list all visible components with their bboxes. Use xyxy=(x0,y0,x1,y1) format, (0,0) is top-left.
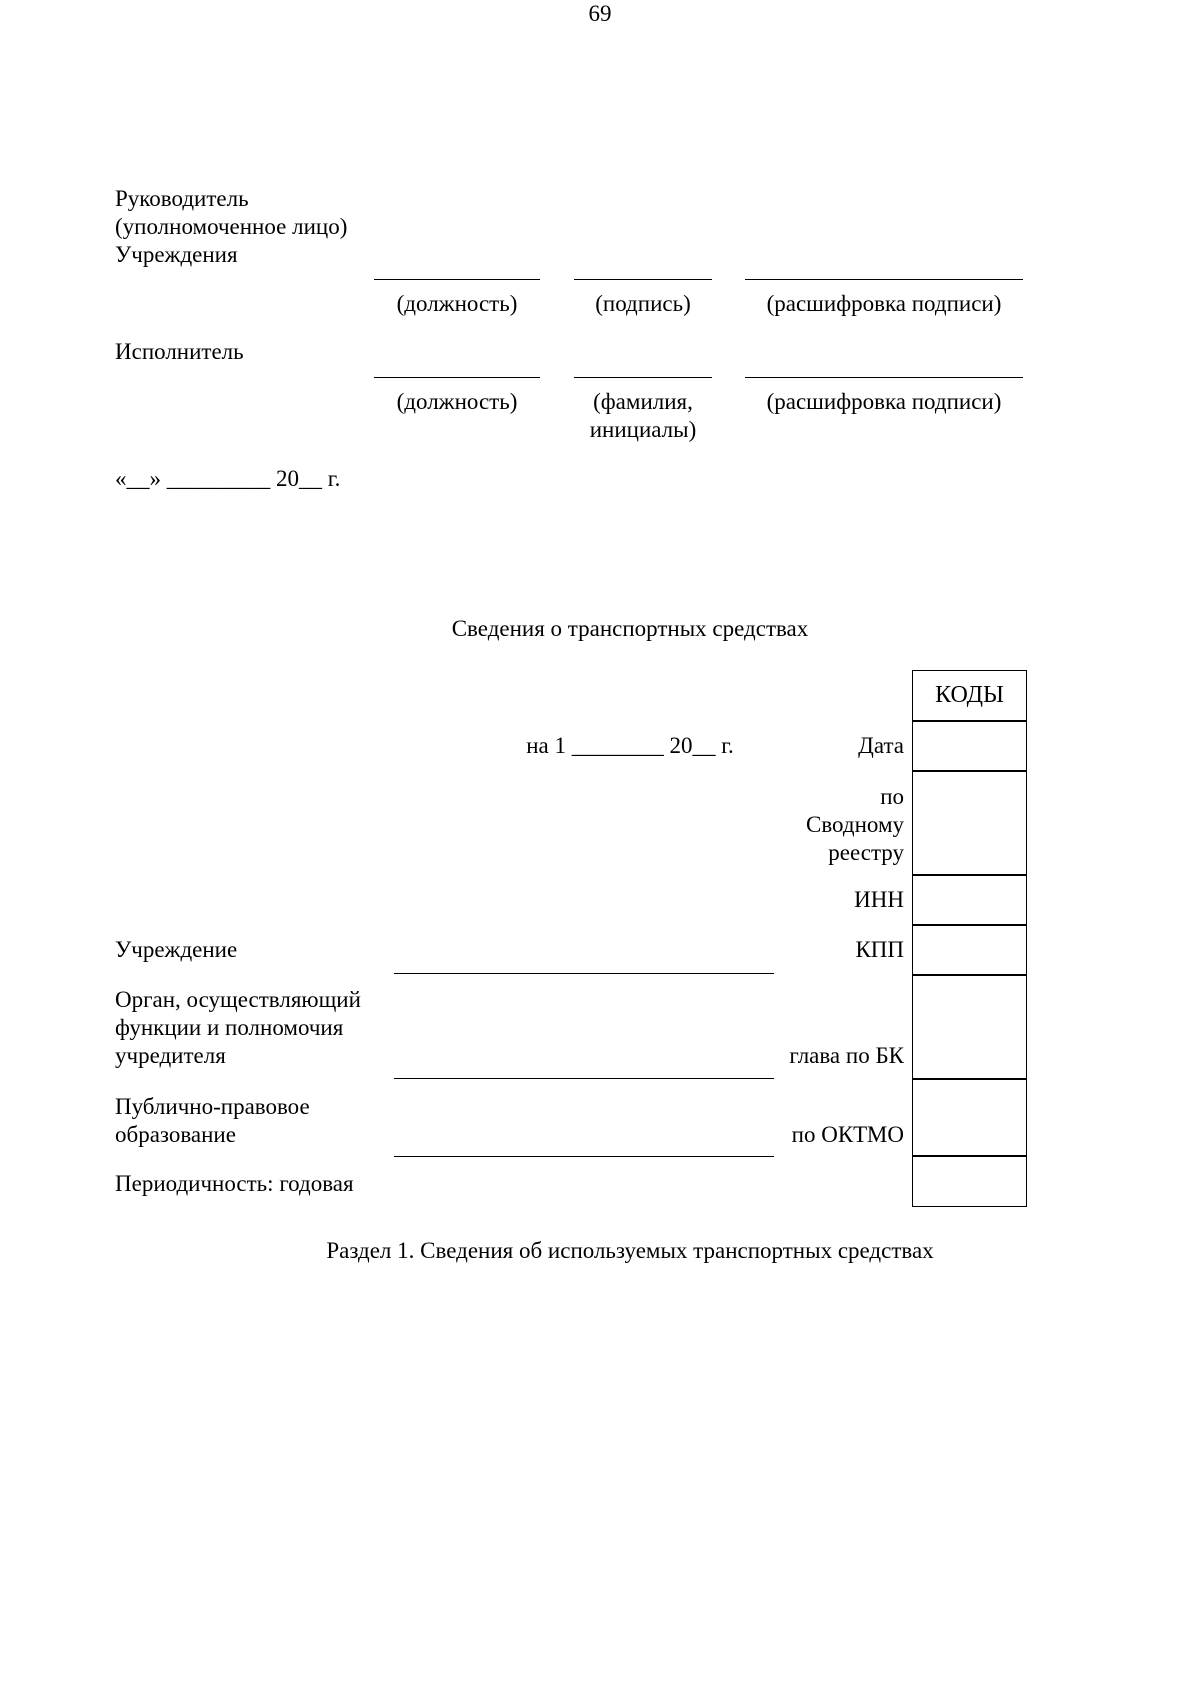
head-label-line-2: (уполномоченное лицо) xyxy=(115,214,348,239)
code-cell-bk xyxy=(912,974,1027,1080)
head-caption-position: (должность) xyxy=(396,291,518,316)
field-founder-line-2: функции и полномочия xyxy=(115,1015,344,1040)
head-decryption-line xyxy=(745,279,1023,280)
code-label-svod-line-3: реестру xyxy=(828,840,904,865)
code-label-inn: ИНН xyxy=(854,887,904,912)
code-label-oktmo: по ОКТМО xyxy=(791,1122,904,1147)
executor-position-line xyxy=(374,377,540,378)
head-caption-decryption: (расшифровка подписи) xyxy=(766,291,1002,316)
code-label-bk: глава по БК xyxy=(789,1043,904,1068)
page-number: 69 xyxy=(588,1,612,26)
code-label-svod-line-1: по xyxy=(880,784,904,809)
code-cell-kpp xyxy=(912,924,1027,976)
code-label-kpp: КПП xyxy=(855,937,904,962)
code-cell-oktmo xyxy=(912,1078,1027,1157)
form-date-line: на 1 ________ 20__ г. xyxy=(526,733,734,758)
form-title: Сведения о транспортных средствах xyxy=(451,616,809,641)
field-institution-line xyxy=(394,973,774,974)
code-cell-inn xyxy=(912,874,1027,926)
codes-header: КОДЫ xyxy=(935,682,1004,708)
code-cell-svod xyxy=(912,770,1027,876)
field-public-line-2: образование xyxy=(115,1122,236,1147)
executor-caption-name-line-1: (фамилия, xyxy=(593,389,693,414)
codes-header-cell xyxy=(912,670,1027,722)
section-title: Раздел 1. Сведения об используемых транспортных средствах xyxy=(326,1238,934,1263)
executor-label: Исполнитель xyxy=(115,339,244,364)
field-founder-line xyxy=(394,1078,774,1079)
executor-caption-decryption: (расшифровка подписи) xyxy=(766,389,1002,414)
field-public-line xyxy=(394,1156,774,1157)
executor-name-line xyxy=(574,377,712,378)
field-periodicity: Периодичность: годовая xyxy=(115,1171,354,1196)
code-cell-periodicity xyxy=(912,1155,1027,1207)
executor-caption-position: (должность) xyxy=(396,389,518,414)
head-caption-signature: (подпись) xyxy=(595,291,691,316)
field-public-line-1: Публично-правовое xyxy=(115,1094,310,1119)
field-institution-label: Учреждение xyxy=(115,937,238,962)
signature-date-line: «__» _________ 20__ г. xyxy=(115,466,341,491)
code-label-date: Дата xyxy=(858,733,904,758)
code-cell-date xyxy=(912,720,1027,772)
executor-caption-name-line-2: инициалы) xyxy=(589,417,697,442)
field-founder-line-3: учредителя xyxy=(115,1043,226,1068)
executor-decryption-line xyxy=(745,377,1023,378)
head-signature-line xyxy=(574,279,712,280)
head-position-line xyxy=(374,279,540,280)
field-founder-line-1: Орган, осуществляющий xyxy=(115,987,361,1012)
head-label-line-1: Руководитель xyxy=(115,186,249,211)
code-label-svod-line-2: Сводному xyxy=(805,812,904,837)
head-label-line-3: Учреждения xyxy=(115,242,238,267)
